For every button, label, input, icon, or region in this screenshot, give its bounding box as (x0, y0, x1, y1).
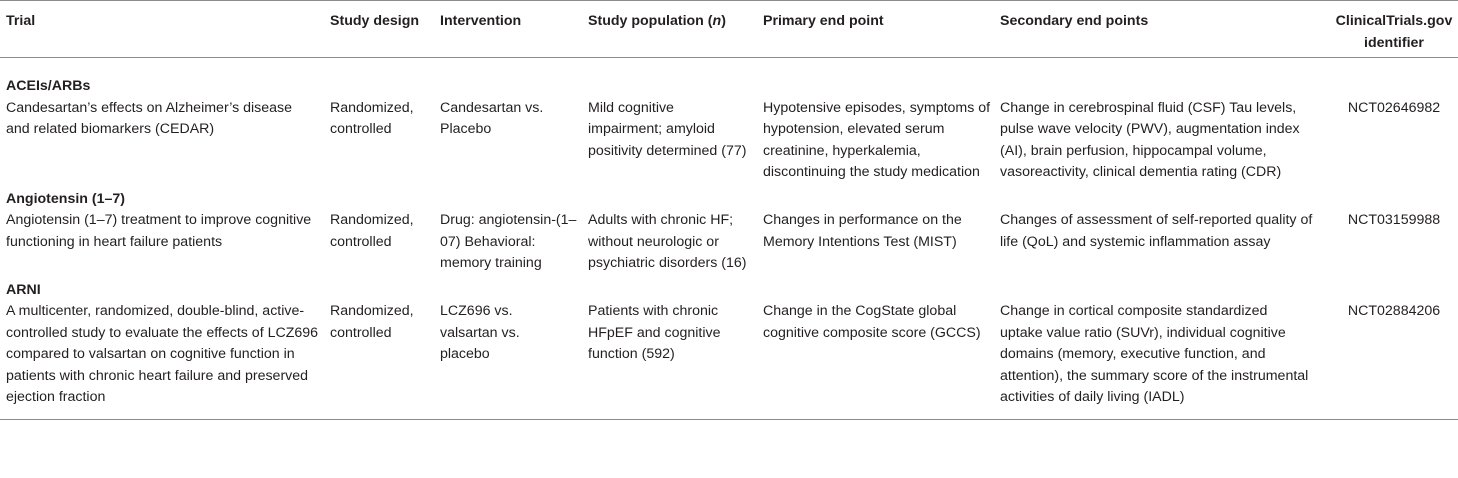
table-row (0, 98, 1458, 184)
table-body (0, 58, 1458, 420)
cell-trial: Candesartan’s effects on Alzheimer’s disease and related biomarkers (CEDAR) (6, 99, 293, 137)
cell-primary: Changes in performance on the Memory Intentions Test (MIST) (763, 212, 962, 250)
cell-trial: Angiotensin (1–7) treatment to improve cognitive functioning in heart failure patients (6, 212, 312, 250)
header-trial: Trial (6, 13, 36, 29)
section-title-angiotensin: Angiotensin (1–7) (6, 190, 126, 207)
table-row (0, 301, 1458, 419)
header-secondary-end-points (1000, 1, 1330, 58)
header-study-design: Study design (330, 13, 420, 29)
header-identifier: ClinicalTrials.gov identifier (1335, 13, 1453, 51)
cell-population: Adults with chronic HF; without neurologic or psychiatric disorders (16) (588, 212, 747, 271)
table-header (0, 1, 1458, 58)
header-study-population (588, 1, 763, 58)
header-intervention: Intervention (440, 13, 522, 29)
section-title-acei-arb: ACEIs/ARBs (6, 78, 91, 94)
cell-primary: Hypotensive episodes, symptoms of hypotension, elevated serum creatinine, hyperkalemia, discontinuing the study medication (763, 99, 991, 180)
section-row (0, 275, 1458, 302)
cell-intervention: LCZ696 vs. valsartan vs. placebo (440, 303, 520, 362)
cell-identifier: NCT02884206 (1347, 303, 1441, 319)
cell-secondary: Change in cerebrospinal fluid (CSF) Tau levels, pulse wave velocity (PWV), augmentation index (AI), brain perfusion, hippocampal volume, vasoreactivity, clinical dementia rating (CDR) (1000, 99, 1300, 180)
section-title-arni: ARNI (6, 281, 41, 298)
header-population-suffix: ) (721, 13, 726, 29)
cell-design: Randomized, controlled (330, 303, 414, 341)
cell-identifier: NCT03159988 (1347, 212, 1441, 228)
section-row (0, 184, 1458, 211)
header-population-n: n (712, 13, 722, 29)
cell-intervention: Drug: angiotensin-(1–07) Behavioral: memory training (440, 212, 577, 271)
header-population-prefix: Study population ( (588, 13, 713, 29)
cell-population: Mild cognitive impairment; amyloid positivity determined (77) (588, 99, 747, 159)
cell-intervention: Candesartan vs. Placebo (440, 99, 544, 137)
header-secondary-label: Secondary end points (1000, 13, 1149, 29)
cell-secondary: Changes of assessment of self-reported quality of life (QoL) and systemic inflammation assay (1000, 212, 1313, 250)
cell-trial: A multicenter, randomized, double-blind, active-controlled study to evaluate the effects of LCZ696 compared to valsartan on cognitive function in patients with chronic heart failure and preserved ejection fraction (6, 303, 319, 405)
cell-population: Patients with chronic HFpEF and cognitive function (592) (588, 303, 721, 362)
cell-identifier: NCT02646982 (1347, 99, 1441, 116)
cell-design: Randomized, controlled (330, 99, 414, 137)
header-primary-end-point: Primary end point (763, 13, 884, 29)
cell-design: Randomized, controlled (330, 212, 414, 250)
cell-primary: Change in the CogState global cognitive composite score (GCCS) (763, 303, 981, 341)
cell-secondary: Change in cortical composite standardized uptake value ratio (SUVr), individual cognitive domains (memory, executive function, and attention), the summary score of the instrumental activities of daily living (IADL) (1000, 303, 1309, 405)
section-row (0, 58, 1458, 98)
table-row (0, 210, 1458, 275)
